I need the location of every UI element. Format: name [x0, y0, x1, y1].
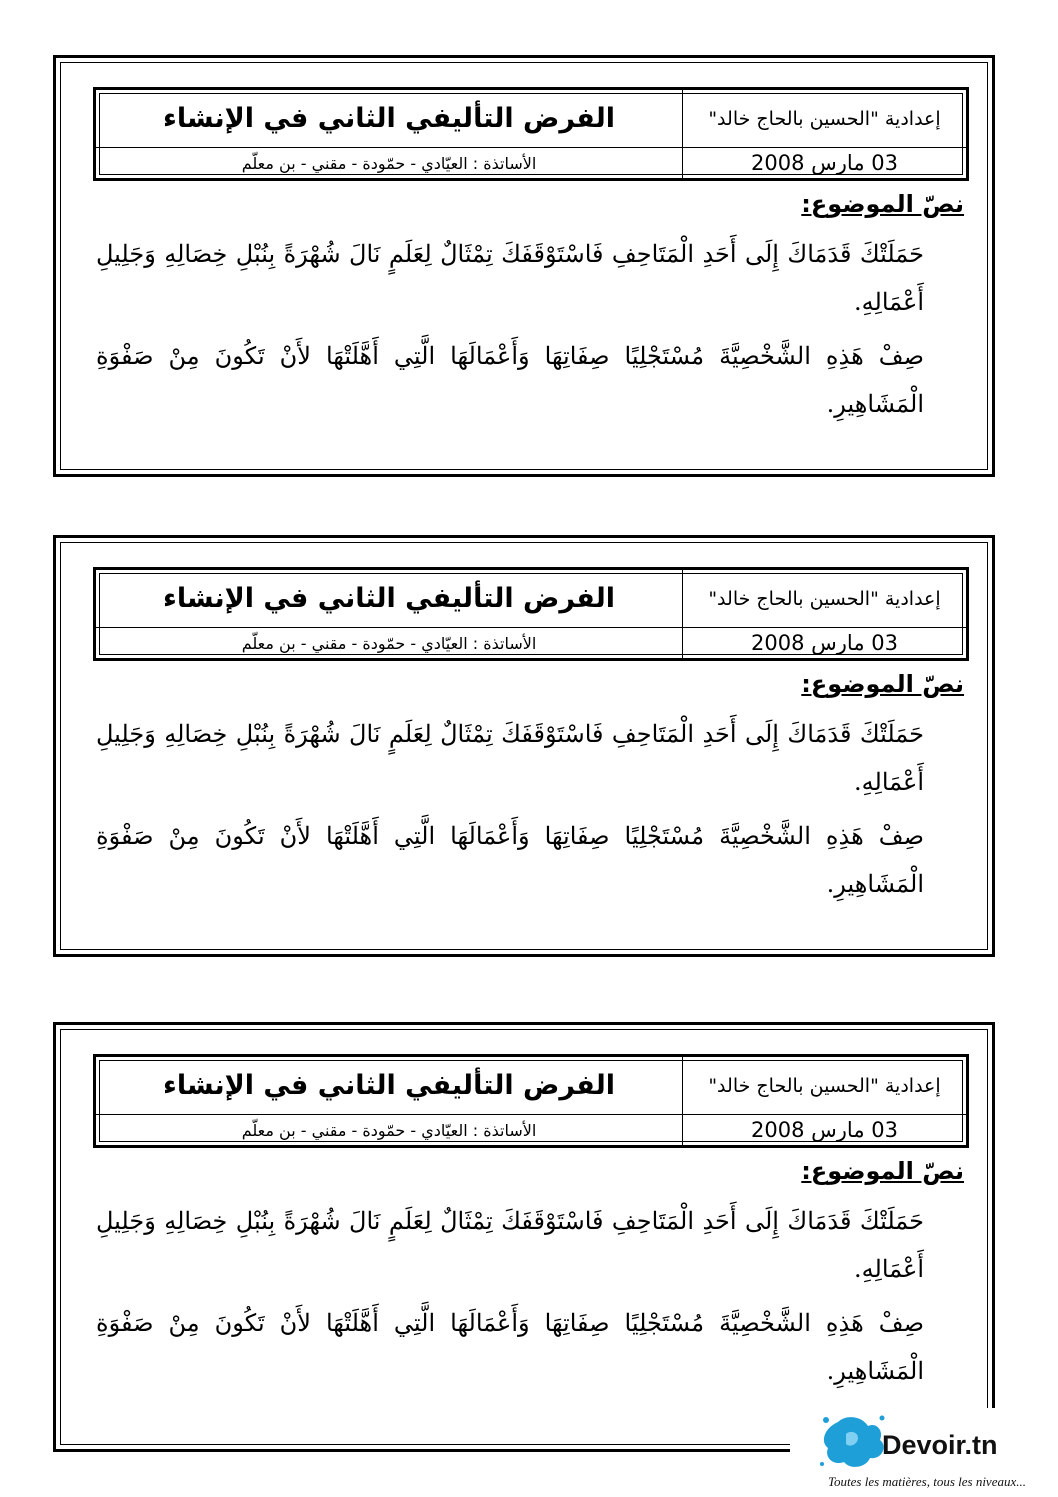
topic-body — [96, 666, 964, 908]
exam-card-2 — [53, 535, 995, 957]
exam-card-3 — [53, 1022, 995, 1452]
teachers-cell — [96, 1115, 682, 1145]
topic-body — [96, 1153, 964, 1395]
exam-title-cell — [96, 90, 682, 148]
teachers: الأساتذة : العيّادي - حمّودة - مقني - بن معلّم — [241, 153, 537, 173]
exam-date: 03 مارس 2008 — [751, 151, 898, 175]
topic-heading: نصّ الموضوع: — [801, 190, 964, 218]
topic-paragraph-2: صِفْ هَذِهِ الشَّخْصِيَّةَ مُسْتَجْلِيًا صِفَاتِهَا وَأَعْمَالَهَا الَّتِي أَهَّلَتْهَا لأَنْ تَكُونَ مِنْ صَفْوَةِ الْمَشَاهِيرِ. — [96, 1309, 924, 1385]
school-name: إعدادية "الحسين بالحاج خالد" — [708, 1074, 941, 1097]
exam-title-cell — [96, 570, 682, 628]
topic-body — [96, 186, 964, 428]
topic-heading: نصّ الموضوع: — [801, 670, 964, 698]
exam-title: الفرض التأليفي الثاني في الإنشاء — [163, 1070, 615, 1101]
exam-title-cell — [96, 1057, 682, 1115]
exam-card-1 — [53, 55, 995, 477]
exam-title: الفرض التأليفي الثاني في الإنشاء — [163, 103, 615, 134]
topic-heading: نصّ الموضوع: — [801, 1157, 964, 1185]
exam-date: 03 مارس 2008 — [751, 631, 898, 655]
devoir-watermark — [790, 1408, 1058, 1497]
header-table — [93, 87, 969, 181]
school-cell — [683, 1057, 966, 1115]
school-cell — [683, 90, 966, 148]
topic-paragraph-1: حَمَلَتْكَ قَدَمَاكَ إِلَى أَحَدِ الْمَتَاحِفِ فَاسْتَوْقَفَكَ تِمْثَالٌ لِعَلَمٍ نَالَ شُهْرَةً بِنُبْلِ خِصَالِهِ وَجَلِيلِ أَعْمَالِهِ. — [96, 1207, 924, 1283]
header-table — [93, 567, 969, 661]
exam-date: 03 مارس 2008 — [751, 1118, 898, 1142]
teachers: الأساتذة : العيّادي - حمّودة - مقني - بن معلّم — [241, 633, 537, 653]
teachers: الأساتذة : العيّادي - حمّودة - مقني - بن معلّم — [241, 1120, 537, 1140]
exam-title: الفرض التأليفي الثاني في الإنشاء — [163, 583, 615, 614]
paint-splash-icon — [818, 1412, 888, 1472]
teachers-cell — [96, 628, 682, 658]
watermark-slogan: Toutes les matières, tous les niveaux... — [828, 1474, 1026, 1489]
topic-paragraph-1: حَمَلَتْكَ قَدَمَاكَ إِلَى أَحَدِ الْمَتَاحِفِ فَاسْتَوْقَفَكَ تِمْثَالٌ لِعَلَمٍ نَالَ شُهْرَةً بِنُبْلِ خِصَالِهِ وَجَلِيلِ أَعْمَالِهِ. — [96, 240, 924, 316]
topic-paragraph-1: حَمَلَتْكَ قَدَمَاكَ إِلَى أَحَدِ الْمَتَاحِفِ فَاسْتَوْقَفَكَ تِمْثَالٌ لِعَلَمٍ نَالَ شُهْرَةً بِنُبْلِ خِصَالِهِ وَجَلِيلِ أَعْمَالِهِ. — [96, 720, 924, 796]
date-cell — [683, 628, 966, 658]
date-cell — [683, 148, 966, 178]
school-name: إعدادية "الحسين بالحاج خالد" — [708, 587, 941, 610]
date-cell — [683, 1115, 966, 1145]
watermark-name: Devoir.tn — [882, 1430, 998, 1460]
topic-paragraph-2: صِفْ هَذِهِ الشَّخْصِيَّةَ مُسْتَجْلِيًا صِفَاتِهَا وَأَعْمَالَهَا الَّتِي أَهَّلَتْهَا لأَنْ تَكُونَ مِنْ صَفْوَةِ الْمَشَاهِيرِ. — [96, 342, 924, 418]
school-cell — [683, 570, 966, 628]
school-name: إعدادية "الحسين بالحاج خالد" — [708, 107, 941, 130]
topic-paragraph-2: صِفْ هَذِهِ الشَّخْصِيَّةَ مُسْتَجْلِيًا صِفَاتِهَا وَأَعْمَالَهَا الَّتِي أَهَّلَتْهَا لأَنْ تَكُونَ مِنْ صَفْوَةِ الْمَشَاهِيرِ. — [96, 822, 924, 898]
header-table — [93, 1054, 969, 1148]
teachers-cell — [96, 148, 682, 178]
